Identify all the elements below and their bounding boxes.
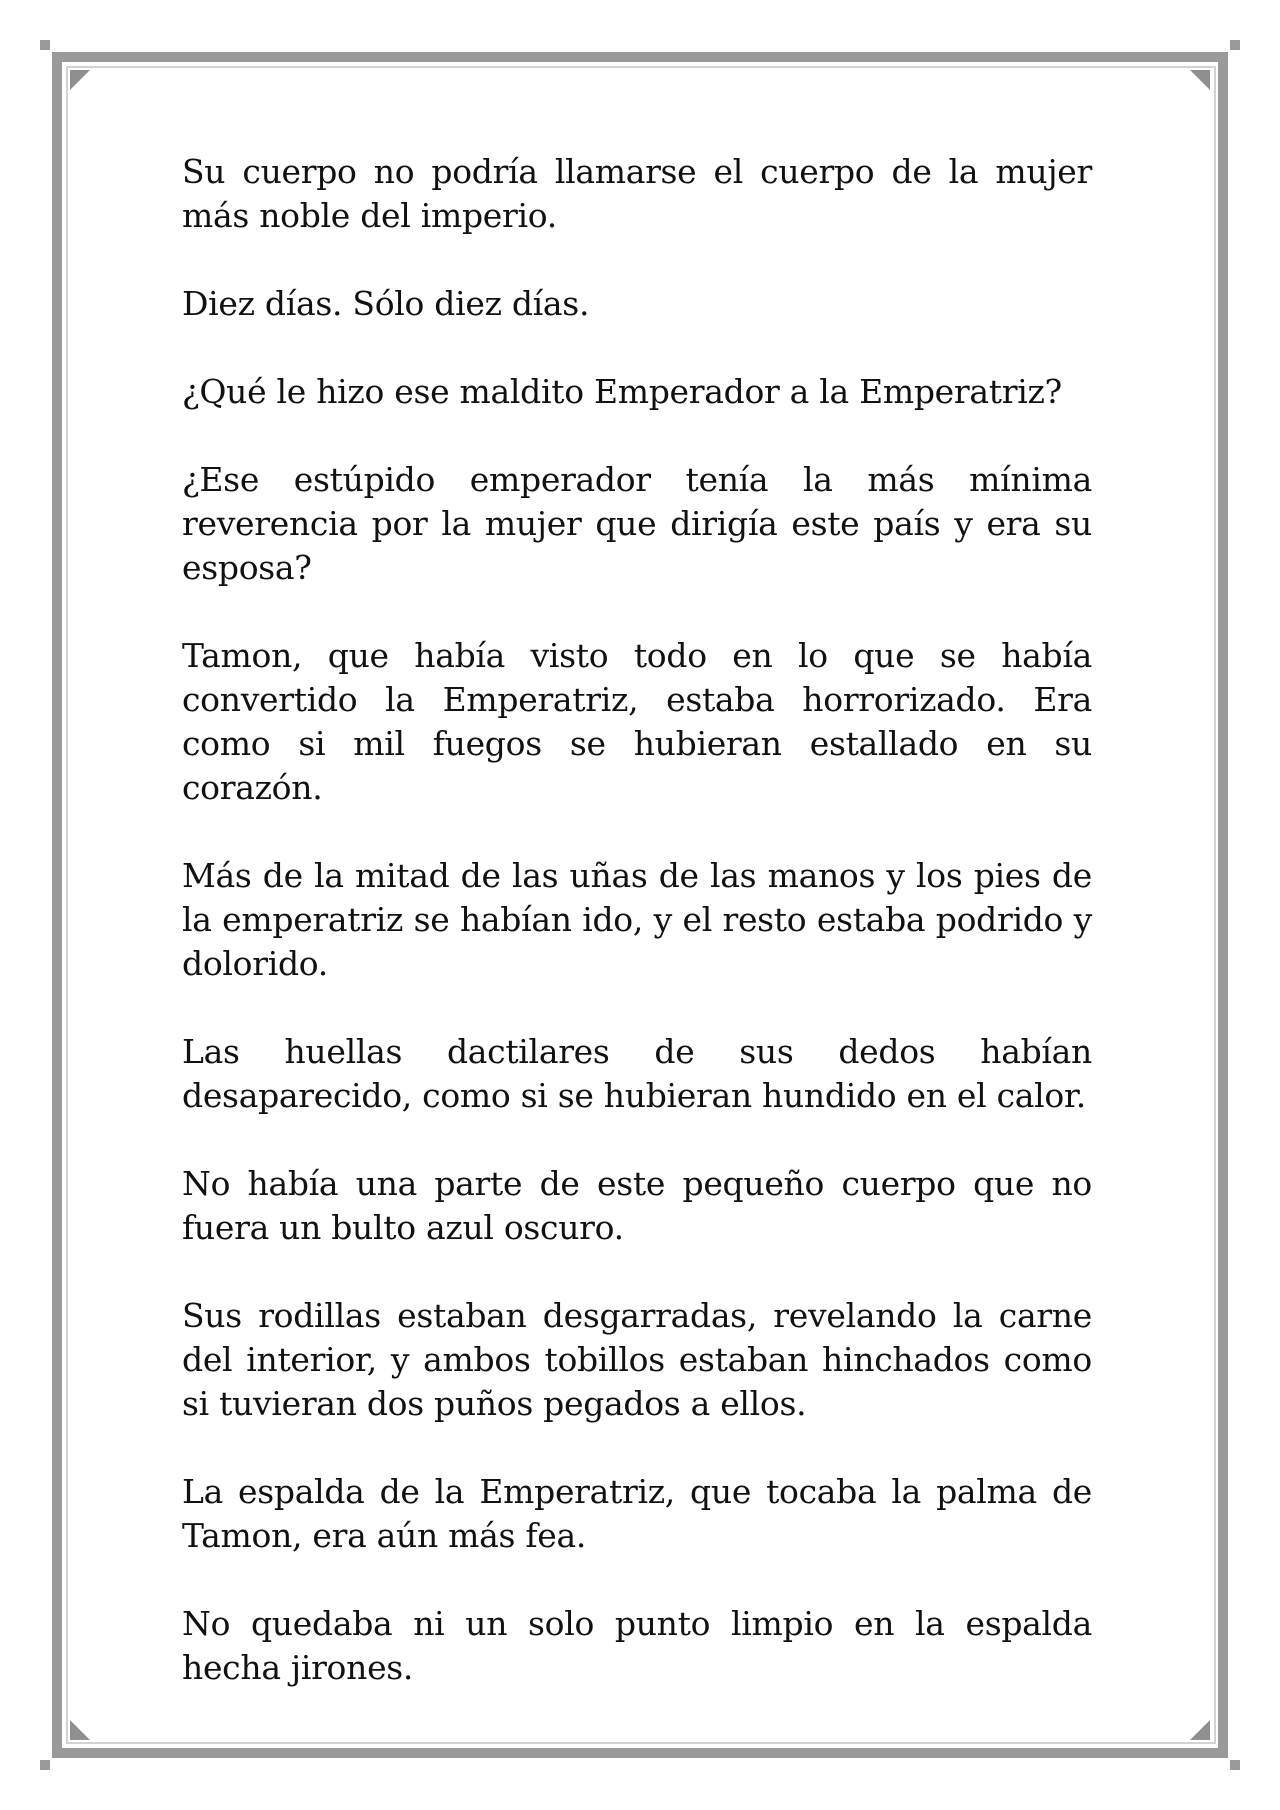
corner-ornament-bottom-left xyxy=(40,1760,50,1770)
corner-triangle-bottom-left xyxy=(70,1720,90,1740)
frame-right-border xyxy=(1218,52,1228,1758)
corner-triangle-top-left xyxy=(70,70,90,90)
corner-ornament-top-right xyxy=(1230,40,1240,50)
paragraph: Diez días. Sólo diez días. xyxy=(182,284,590,323)
frame-bottom-border xyxy=(52,1748,1228,1758)
corner-triangle-top-right xyxy=(1190,70,1210,90)
paragraph: Su cuerpo no podría llamarse el cuerpo de la mujer más noble del imperio. xyxy=(182,152,1092,235)
paragraph: Sus rodillas estaban desgarradas, revelando la carne del interior, y ambos tobillos estaban hinchados como si tuvieran dos puños pegados a ellos. xyxy=(182,1296,1092,1423)
paragraph: No quedaba ni un solo punto limpio en la espalda hecha jirones. xyxy=(182,1604,1092,1687)
paragraph: La espalda de la Emperatriz, que tocaba la palma de Tamon, era aún más fea. xyxy=(182,1472,1092,1555)
frame-left-border xyxy=(52,52,62,1758)
corner-triangle-bottom-right xyxy=(1190,1720,1210,1740)
frame-top-border xyxy=(52,52,1228,62)
paragraph: ¿Qué le hizo ese maldito Emperador a la Emperatriz? xyxy=(182,372,1062,411)
paragraph: ¿Ese estúpido emperador tenía la más mínima reverencia por la mujer que dirigía este país y era su esposa? xyxy=(182,460,1092,587)
paragraph: No había una parte de este pequeño cuerpo que no fuera un bulto azul oscuro. xyxy=(182,1164,1092,1247)
paragraph: Las huellas dactilares de sus dedos habían desaparecido, como si se hubieran hundido en el calor. xyxy=(182,1032,1092,1115)
page-body xyxy=(182,150,1092,1734)
paragraph: Tamon, que había visto todo en lo que se había convertido la Emperatriz, estaba horrorizado. Era como si mil fuegos se hubieran estallado en su corazón. xyxy=(182,636,1092,807)
corner-ornament-bottom-right xyxy=(1230,1760,1240,1770)
paragraph: Más de la mitad de las uñas de las manos y los pies de la emperatriz se habían ido, y el resto estaba podrido y dolorido. xyxy=(182,856,1092,983)
corner-ornament-top-left xyxy=(40,40,50,50)
